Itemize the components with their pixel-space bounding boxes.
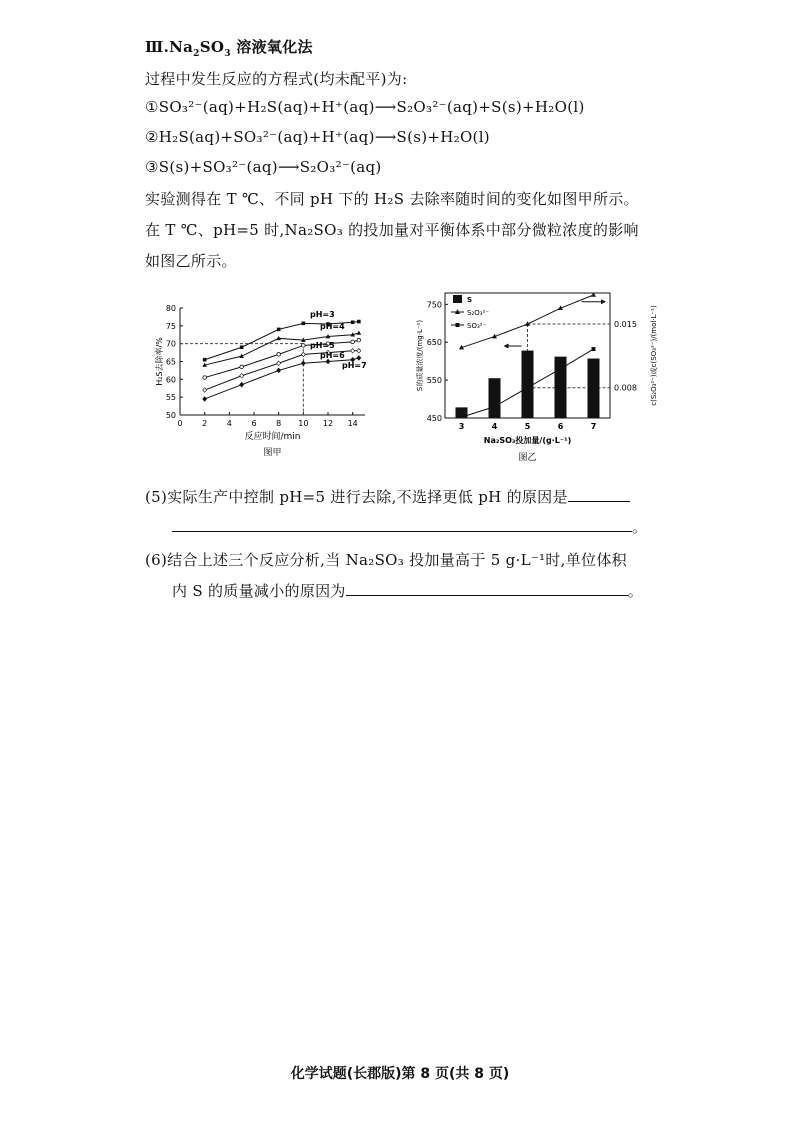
- series-line-pH=7: [205, 358, 359, 399]
- data-point: [357, 356, 361, 361]
- data-point: [240, 345, 244, 349]
- right-tick-label: 0.008: [614, 383, 637, 393]
- data-point: [240, 382, 244, 387]
- data-point: [302, 344, 306, 348]
- paragraph-line-2: 在 T ℃、pH=5 时,Na₂SO₃ 的投加量对平衡体系中部分微粒浓度的影响: [145, 221, 639, 239]
- data-point: [357, 349, 361, 354]
- arrow-right-head: [601, 299, 606, 304]
- right-tick-label: 0.015: [614, 320, 637, 330]
- y-tick-label: 60: [165, 375, 176, 385]
- data-point: [351, 320, 355, 324]
- answer-blank-5a[interactable]: [568, 487, 630, 502]
- x-tick-label: 6: [557, 422, 564, 431]
- x-axis-label: 反应时间/min: [244, 432, 301, 442]
- y-tick-label: 50: [165, 411, 176, 420]
- bar-S: [489, 378, 501, 418]
- answer-blank-6[interactable]: [346, 581, 628, 596]
- question-6: [145, 549, 627, 570]
- answer-blank-5b[interactable]: [172, 517, 632, 532]
- data-point: [301, 352, 305, 357]
- x-tick-label: 7: [590, 422, 597, 431]
- question-6-text: (6)结合上述三个反应分析,当 Na₂SO₃ 投加量高于 5 g·L⁻¹时,单位体积: [145, 551, 627, 569]
- y-tick-label: 75: [165, 321, 176, 331]
- y-axis-label-right: c(S₂O₃²⁻)或c(SO₃²⁻)/(mol·L⁻¹): [650, 305, 658, 406]
- intro-text: 过程中发生反应的方程式(均未配平)为:: [145, 70, 408, 88]
- y-axis-label: H₂S去除率/%: [155, 337, 164, 386]
- x-tick-label: 14: [347, 419, 358, 428]
- question-5-line2: [172, 516, 647, 537]
- bar-S: [588, 359, 600, 418]
- data-point: [351, 349, 355, 354]
- legend-swatch-S: [453, 295, 462, 303]
- series-label: pH=5: [310, 341, 335, 350]
- section-roman: Ⅲ: [145, 38, 164, 56]
- chart-yi: [410, 283, 670, 468]
- y-tick-label: 80: [165, 304, 176, 313]
- data-point: [277, 361, 281, 366]
- bar-S: [522, 351, 534, 418]
- legend-label: S: [467, 296, 473, 304]
- question-6-text-2: 内 S 的质量减小的原因为: [172, 582, 346, 600]
- chart-jia: [150, 290, 370, 470]
- series-label: pH=7: [342, 361, 367, 370]
- chart-title: 图乙: [518, 453, 537, 463]
- x-tick-label: 10: [298, 419, 309, 428]
- arrow-left-head: [504, 344, 509, 349]
- y-tick-label: 65: [165, 357, 176, 367]
- legend-marker-SO3: [456, 323, 460, 327]
- x-tick-label: 12: [322, 419, 334, 428]
- x-tick-label: 8: [276, 419, 282, 428]
- data-point: [357, 320, 361, 324]
- paragraph-line-1: 实验测得在 T ℃、不同 pH 下的 H₂S 去除率随时间的变化如图甲所示。: [145, 190, 639, 208]
- y-axis-label: S的质量浓度/(mg·L⁻¹): [416, 319, 424, 392]
- y-tick-label: 55: [165, 393, 176, 403]
- data-point: [277, 328, 281, 332]
- data-point-SO3: [592, 347, 596, 351]
- paragraph-line-3: 如图乙所示。: [145, 252, 237, 270]
- data-point: [203, 397, 207, 402]
- data-point: [240, 365, 244, 369]
- x-tick-label: 4: [491, 422, 498, 431]
- data-point: [203, 388, 207, 393]
- data-point: [302, 322, 306, 326]
- x-tick-label: 5: [524, 422, 531, 431]
- reaction-2: ②H₂S(aq)+SO₃²⁻(aq)+H⁺(aq)⟶S(s)+H₂O(l): [145, 128, 490, 146]
- y-tick-label: 650: [426, 338, 442, 348]
- x-tick-label: 6: [251, 419, 257, 428]
- data-point: [277, 368, 281, 373]
- y-tick-label: 70: [165, 339, 176, 349]
- data-point: [357, 338, 361, 342]
- data-point: [301, 361, 305, 366]
- reaction-3: ③S(s)+SO₃²⁻(aq)⟶S₂O₃²⁻(aq): [145, 158, 382, 176]
- series-line-pH=4: [205, 333, 359, 365]
- question-5: [145, 486, 630, 507]
- section-heading: $Ⅲ.Na_2SO_3$ 溶液氧化法: [145, 38, 313, 59]
- x-axis-label: Na₂SO₃投加量/(g·L⁻¹): [483, 436, 572, 445]
- x-tick-label: 3: [458, 422, 465, 431]
- y-tick-label: 550: [426, 376, 442, 386]
- chart-title: 图甲: [263, 448, 282, 458]
- legend-label: SO₃²⁻: [467, 322, 487, 330]
- data-point: [357, 330, 362, 334]
- data-point: [240, 373, 244, 378]
- question-6-line2: [172, 580, 643, 601]
- legend-label: S₂O₃²⁻: [467, 309, 490, 317]
- x-tick-label: 2: [202, 419, 208, 428]
- question-6-end: 。: [627, 582, 644, 600]
- y-tick-label: 450: [426, 414, 442, 423]
- data-point: [277, 353, 281, 357]
- data-point: [351, 340, 355, 344]
- y-tick-label: 750: [426, 300, 442, 310]
- series-label: pH=4: [320, 322, 345, 331]
- x-tick-label: 4: [226, 419, 232, 428]
- series-label: pH=6: [320, 351, 345, 360]
- question-5-text: (5)实际生产中控制 pH=5 进行去除,不选择更低 pH 的原因是: [145, 488, 568, 506]
- page-footer: 化学试题(长郡版)第 8 页(共 8 页): [290, 1066, 510, 1082]
- data-point: [203, 376, 207, 380]
- x-tick-label: 0: [177, 419, 183, 428]
- data-point: [203, 358, 207, 362]
- series-label: pH=3: [310, 310, 335, 319]
- question-5-end: 。: [632, 518, 648, 536]
- reaction-1: ①SO₃²⁻(aq)+H₂S(aq)+H⁺(aq)⟶S₂O₃²⁻(aq)+S(s)+H₂O(l): [145, 98, 585, 116]
